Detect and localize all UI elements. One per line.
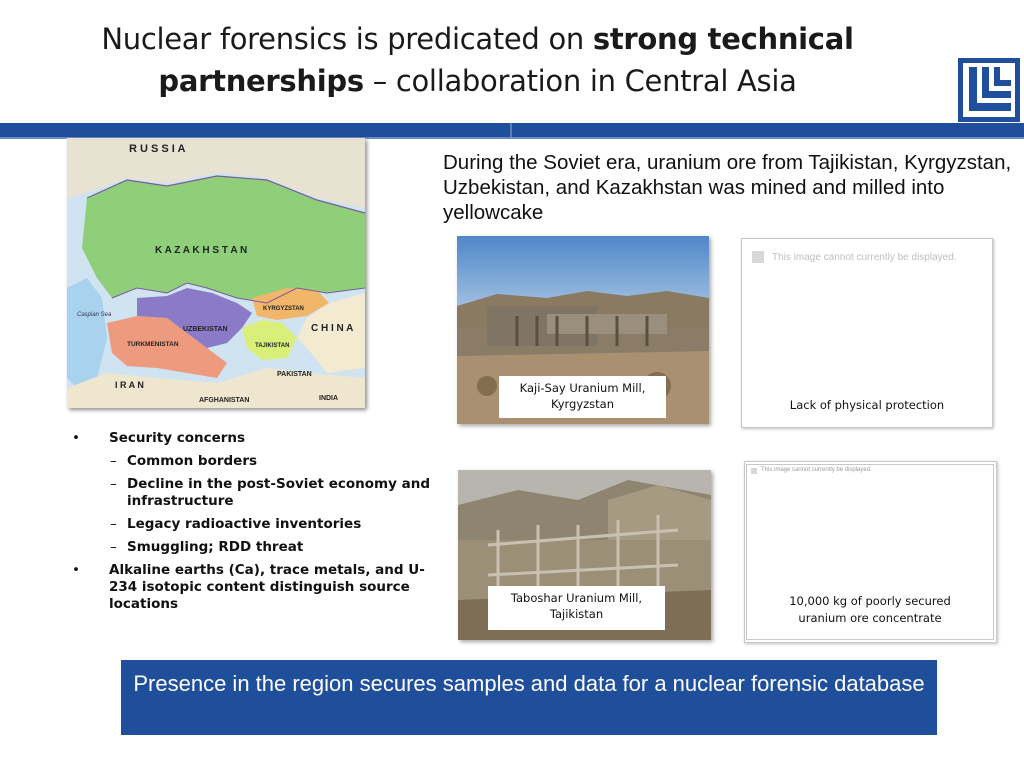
security-bullets <box>72 430 432 619</box>
title-text-1: Nuclear forensics is predicated on <box>101 22 593 56</box>
kaji-say-photo <box>457 236 709 424</box>
map-label-turkmenistan: TURKMENISTAN <box>127 341 179 348</box>
bullet-item <box>72 430 432 447</box>
sub-bullet-item <box>72 476 432 510</box>
map-label-iran: I R A N <box>115 380 144 390</box>
map-label-pakistan: PAKISTAN <box>277 371 312 378</box>
map-label-kazakhstan: K A Z A K H S T A N <box>155 245 248 256</box>
ore-image-placeholder <box>746 464 994 640</box>
kaji-say-caption: Kaji-Say Uranium Mill, Kyrgyzstan <box>519 381 646 411</box>
header-band-divider <box>510 123 512 137</box>
title-bold-2: partnerships <box>158 64 364 98</box>
header-band <box>0 123 1024 137</box>
bullet-security: Security concerns <box>109 430 246 446</box>
map-label-china: C H I N A <box>311 323 354 334</box>
bullet-economy: Decline in the post-Soviet economy and infrastructure <box>127 476 430 509</box>
bullet-borders: Common borders <box>127 453 258 469</box>
intro-text: During the Soviet era, uranium ore from Tajikistan, Kyrgyzstan, Uzbekistan, and Kazakhstan was mined and milled into yellowcake <box>443 151 1012 224</box>
broken-image-icon <box>751 468 757 474</box>
banner-text: Presence in the region secures samples and data for a nuclear forensic database <box>133 671 925 696</box>
protection-caption: Lack of physical protection <box>789 398 945 412</box>
protection-image-placeholder <box>741 238 993 428</box>
taboshar-caption: Taboshar Uranium Mill, Tajikistan <box>510 591 643 621</box>
bullet-item <box>72 562 432 613</box>
bullet-marker: • <box>72 430 80 446</box>
bullet-smuggling: Smuggling; RDD threat <box>127 539 304 555</box>
map-label-tajikistan: TAJIKISTAN <box>255 343 290 349</box>
dash-marker: – <box>110 476 117 492</box>
slide-title <box>20 18 935 102</box>
sub-bullet-item <box>72 539 432 556</box>
llnl-logo-icon <box>958 58 1020 122</box>
sub-bullet-item <box>72 516 432 533</box>
placeholder-message-small: This image cannot currently be displayed. <box>761 467 872 473</box>
map-label-uzbekistan: UZBEKISTAN <box>183 326 228 333</box>
map-label-caspian: Caspian Sea <box>77 312 112 318</box>
dash-marker: – <box>110 453 117 469</box>
title-text-2: – collaboration in Central Asia <box>363 64 797 98</box>
bullet-alkaline: Alkaline earths (Ca), trace metals, and U-234 isotopic content distinguish source locations <box>109 562 425 612</box>
bullet-legacy: Legacy radioactive inventories <box>127 516 362 532</box>
taboshar-photo <box>458 470 711 640</box>
map-label-afghanistan: AFGHANISTAN <box>199 397 250 404</box>
bullet-marker: • <box>72 562 80 578</box>
conclusion-banner <box>121 660 937 735</box>
map-label-russia: R U S S I A <box>129 143 186 155</box>
dash-marker: – <box>110 516 117 532</box>
central-asia-map-icon <box>67 138 365 408</box>
map-label-kyrgyzstan: KYRGYZSTAN <box>263 306 304 312</box>
placeholder-message: This image cannot currently be displayed. <box>772 252 957 263</box>
ore-caption: 10,000 kg of poorly secured uranium ore concentrate <box>789 594 951 625</box>
title-bold-1: strong technical <box>592 22 854 56</box>
broken-image-icon <box>752 251 764 263</box>
dash-marker: – <box>110 539 117 555</box>
map-label-india: INDIA <box>319 395 339 402</box>
sub-bullet-item <box>72 453 432 470</box>
